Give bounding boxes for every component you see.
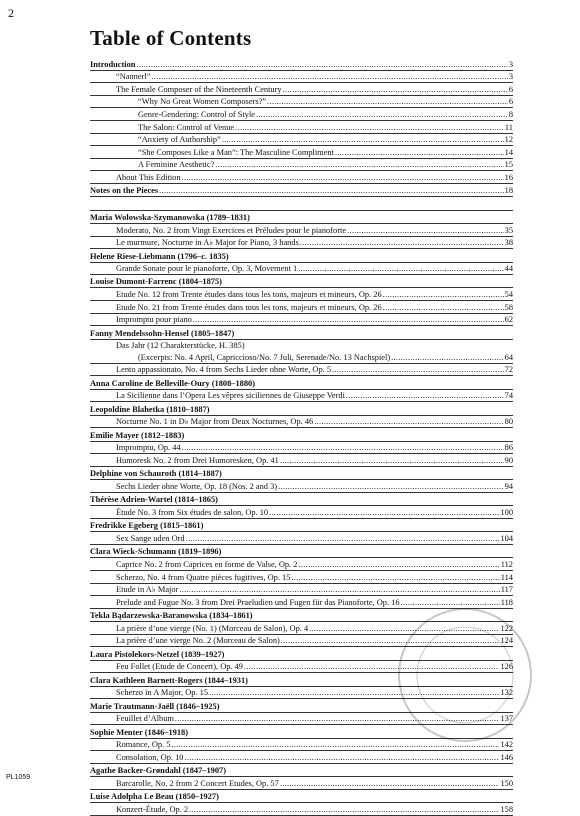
composer-heading	[90, 493, 513, 506]
toc-entry	[90, 237, 513, 250]
entry-title: Thérèse Adrien-Wartel (1814–1865)	[90, 495, 218, 505]
dot-leader	[335, 148, 504, 158]
entry-title: Clara Kathleen Barnett-Rogers (1844–1931)	[90, 675, 248, 685]
toc-entry	[90, 263, 513, 276]
copyright-watermark	[390, 597, 540, 750]
dot-leader	[182, 443, 504, 453]
entry-title: Scherzo in A Major, Op. 15	[116, 688, 209, 698]
entry-page-number: 132	[500, 688, 513, 698]
toc-entry	[90, 58, 513, 71]
toc-entry	[90, 121, 513, 134]
entry-title: Clara Wieck-Schumann (1819–1896)	[90, 547, 222, 557]
footer-code: PL1059	[6, 774, 31, 781]
dot-leader	[278, 482, 504, 492]
dot-leader	[280, 456, 504, 466]
toc-entry	[90, 532, 513, 545]
entry-title: Feu Follet (Etude de Concert), Op. 49	[116, 662, 243, 672]
dot-leader	[300, 238, 504, 248]
entry-page-number: 146	[500, 752, 513, 762]
composer-heading	[90, 376, 513, 389]
entry-title: Louise Dumont-Farrenc (1804–1875)	[90, 277, 222, 287]
entry-title: Konzert-Étude, Op. 2	[116, 804, 189, 814]
entry-page-number: 38	[504, 238, 513, 248]
toc-entry	[90, 134, 513, 147]
entry-title: Nocturne No. 1 in D♭ Major from Deux Nocturnes, Op. 46	[116, 417, 314, 427]
entry-title: Tekla Bądarzewska-Baranowska (1834–1861)	[90, 611, 253, 621]
entry-page-number: 112	[500, 559, 513, 569]
toc-entry	[90, 390, 513, 403]
entry-page-number: 6	[508, 97, 513, 107]
entry-title: Scherzo, No. 4 from Quatre pièces fugitives, Op. 15	[116, 572, 291, 582]
toc-entry	[90, 96, 513, 109]
toc-entry	[90, 171, 513, 184]
entry-title: Feuillet d’Album	[116, 714, 174, 724]
entry-page-number: 142	[500, 740, 513, 750]
entry-title: Maria Wolowska-Szymanowska (1789–1831)	[90, 212, 250, 222]
page-title: Table of Contents	[90, 26, 252, 50]
entry-title: Grande Sonate pour le pianoforte, Op. 3, Movement 1	[116, 264, 298, 274]
toc-entry	[90, 584, 513, 597]
entry-title: Marie Trautmann-Jaëll (1846–1925)	[90, 701, 220, 711]
entry-title: Impromptu, Op. 44	[116, 443, 181, 453]
toc-entry	[90, 751, 513, 764]
entry-page-number: 58	[504, 302, 513, 312]
composer-heading	[90, 211, 513, 224]
entry-title: “Why No Great Women Composers?”	[138, 97, 267, 107]
toc-entry	[90, 506, 513, 519]
entry-title: Genre-Gendering: Control of Style	[138, 109, 255, 119]
toc-entry	[90, 288, 513, 301]
entry-page-number: 16	[504, 172, 513, 182]
dot-leader	[347, 226, 504, 236]
entry-title: Prelude and Fugue No. 3 from Drei Praeludien und Fugen für das Pianoforte, Op. 16	[116, 597, 400, 607]
dot-leader	[186, 534, 500, 544]
entry-page-number: 8	[508, 109, 513, 119]
entry-title: The Salon: Control of Venue	[138, 122, 235, 132]
entry-page-number: 114	[500, 572, 513, 582]
toc-entry	[90, 301, 513, 314]
dot-leader	[189, 805, 499, 815]
entry-title: Etude No. 21 from Trente études dans tous les tons, majeurs et mineurs, Op. 26	[116, 302, 382, 312]
entry-title: Caprice No. 2 from Caprices en forme de Valse, Op. 2	[116, 559, 298, 569]
entry-page-number: 3	[508, 59, 513, 69]
toc-entry	[90, 803, 513, 816]
dot-leader	[332, 365, 504, 375]
entry-title: Helene Riese-Liebmann (1796–c. 1835)	[90, 251, 229, 261]
toc-entry	[90, 351, 513, 364]
toc-entry	[90, 83, 513, 96]
composer-heading	[90, 428, 513, 441]
composer-heading	[90, 790, 513, 803]
toc-entry	[90, 314, 513, 327]
toc-entry	[90, 146, 513, 159]
entry-title: Lento appassionato, No. 4 from Sechs Lieder ohne Worte, Op. 5	[116, 365, 332, 375]
entry-page-number: 158	[500, 804, 513, 814]
toc-entry	[90, 454, 513, 467]
toc-entry	[90, 71, 513, 84]
entry-title: “She Composes Like a Man”: The Masculine Compliment	[138, 147, 334, 157]
entry-page-number: 72	[504, 365, 513, 375]
toc-entry	[90, 416, 513, 429]
toc-entry	[90, 480, 513, 493]
entry-page-number: 18	[504, 185, 513, 195]
entry-page-number: 44	[504, 264, 513, 274]
dot-leader	[280, 779, 500, 789]
toc-entry	[90, 364, 513, 377]
entry-title: La Sicilienne dans l’Opera Les vêpres siciliennes de Giuseppe Verdi	[116, 391, 345, 401]
entry-title: Anna Caroline de Belleville-Oury (1808–1880)	[90, 378, 256, 388]
dot-leader	[215, 160, 503, 170]
entry-title: Das Jahr (12 Charakterstücke, H. 385)	[116, 341, 245, 351]
entry-title: Impromptu pour piano	[116, 315, 192, 325]
toc-entry	[90, 224, 513, 237]
entry-page-number: 94	[504, 481, 513, 491]
entry-title: Luise Adolpha Le Beau (1850–1927)	[90, 792, 219, 802]
entry-title: Barcarolle, No. 2 from 2 Concert Etudes, Op. 57	[116, 778, 279, 788]
composer-heading	[90, 467, 513, 480]
entry-title: Consolation, Op. 10	[116, 752, 184, 762]
entry-title: Emilie Mayer (1812–1883)	[90, 430, 185, 440]
entry-title: Fanny Mendelssohn-Hensel (1805–1847)	[90, 328, 235, 338]
composer-heading	[90, 764, 513, 777]
toc-entry	[90, 108, 513, 121]
entry-title: A Feminine Aesthetic?	[138, 160, 215, 170]
entry-page-number: 137	[500, 714, 513, 724]
entry-title: Sex Sange uden Ord	[116, 533, 185, 543]
section-spacer	[90, 197, 513, 211]
composer-heading	[90, 519, 513, 532]
entry-title: Le murmure, Nocturne in A♭ Major for Piano, 3 hands	[116, 238, 299, 248]
toc-entry	[90, 442, 513, 455]
entry-title: “Nannerl”	[116, 72, 151, 82]
dot-leader	[182, 173, 504, 183]
toc-entry	[90, 184, 513, 197]
composer-heading	[90, 275, 513, 288]
entry-title: Etude No. 12 from Trente études dans tous les tons, majeurs et mineurs, Op. 26	[116, 290, 382, 300]
entry-page-number: 150	[500, 778, 513, 788]
entry-title: La prière d’une vierge (No. 1) (Morceau de Salon), Op. 4	[116, 623, 309, 633]
entry-page-number: 12	[504, 135, 513, 145]
dot-leader	[283, 85, 508, 95]
toc-entry	[90, 558, 513, 571]
entry-title: The Female Composer of the Nineteenth Century	[116, 84, 282, 94]
dot-leader	[151, 72, 507, 82]
dot-leader	[222, 135, 504, 145]
composer-heading	[90, 326, 513, 339]
entry-page-number: 100	[500, 507, 513, 517]
dot-leader	[298, 264, 503, 274]
entry-page-number: 118	[500, 597, 513, 607]
entry-page-number: 90	[504, 455, 513, 465]
page-number: 2	[8, 6, 14, 20]
dot-leader	[383, 303, 504, 313]
toc-entry	[90, 777, 513, 790]
dot-leader	[235, 123, 504, 133]
dot-leader	[291, 573, 499, 583]
entry-title: (Excerpts: No. 4 April, Capriccioso/No. 7 Juli, Serenade/No. 13 Nachspiel)	[138, 352, 391, 362]
dot-leader	[256, 110, 508, 120]
entry-title: Moderato, No. 2 from Vingt Exercices et Préludes pour le pianoforte	[116, 225, 347, 235]
entry-page-number: 117	[500, 585, 513, 595]
entry-page-number: 86	[504, 443, 513, 453]
entry-page-number: 11	[504, 122, 513, 132]
entry-page-number: 74	[504, 391, 513, 401]
toc-entry	[90, 159, 513, 172]
entry-title: Sechs Lieder ohne Worte, Op. 18 (Nos. 2 and 3)	[116, 481, 278, 491]
composer-heading	[90, 402, 513, 415]
entry-title: Notes on the Pieces	[90, 185, 159, 195]
entry-title: Laura Pistolekors-Netzel (1839–1927)	[90, 649, 225, 659]
entry-title: Humoresk No. 2 from Drei Humoresken, Op. 41	[116, 455, 279, 465]
dot-leader	[267, 97, 508, 107]
entry-title: La prière d’une vierge No. 2 (Morceau de Salon)	[116, 636, 280, 646]
entry-page-number: 62	[504, 315, 513, 325]
entry-title: Romance, Op. 5	[116, 740, 171, 750]
entry-title: Leopoldine Blahetka (1810–1887)	[90, 404, 210, 414]
entry-title: About This Edition	[116, 172, 181, 182]
entry-page-number: 64	[504, 352, 513, 362]
composer-heading	[90, 249, 513, 262]
entry-page-number: 35	[504, 225, 513, 235]
entry-page-number: 122	[500, 623, 513, 633]
entry-page-number: 3	[508, 72, 513, 82]
entry-title: “Anxiety of Authorship”	[138, 135, 221, 145]
dot-leader	[179, 585, 499, 595]
entry-page-number: 80	[504, 417, 513, 427]
entry-page-number: 6	[508, 84, 513, 94]
entry-title: Introduction	[90, 59, 136, 69]
dot-leader	[383, 290, 504, 300]
dot-leader	[391, 353, 504, 363]
entry-page-number: 54	[504, 290, 513, 300]
dot-leader	[346, 391, 504, 401]
composer-heading	[90, 545, 513, 558]
dot-leader	[314, 417, 503, 427]
entry-title: Delphine von Schauroth (1814–1887)	[90, 469, 222, 479]
dot-leader	[136, 60, 507, 70]
entry-title: Agathe Backer-Grøndahl (1847–1907)	[90, 766, 227, 776]
toc-entry	[90, 571, 513, 584]
entry-title: Fredrikke Egeberg (1815–1861)	[90, 521, 204, 531]
entry-page-number: 14	[504, 147, 513, 157]
dot-leader	[298, 560, 499, 570]
entry-title: Etude in A♭ Major	[116, 585, 179, 595]
dot-leader	[184, 753, 499, 763]
entry-page-number: 126	[500, 662, 513, 672]
entry-page-number: 124	[500, 636, 513, 646]
entry-title: Étude No. 3 from Six études de salon, Op. 10	[116, 507, 269, 517]
entry-page-number: 15	[504, 160, 513, 170]
dot-leader	[269, 508, 499, 518]
dot-leader	[159, 186, 503, 196]
entry-title: Sophie Menter (1846–1918)	[90, 727, 189, 737]
entry-page-number: 104	[500, 533, 513, 543]
toc-entry	[90, 340, 513, 352]
dot-leader	[193, 315, 504, 325]
